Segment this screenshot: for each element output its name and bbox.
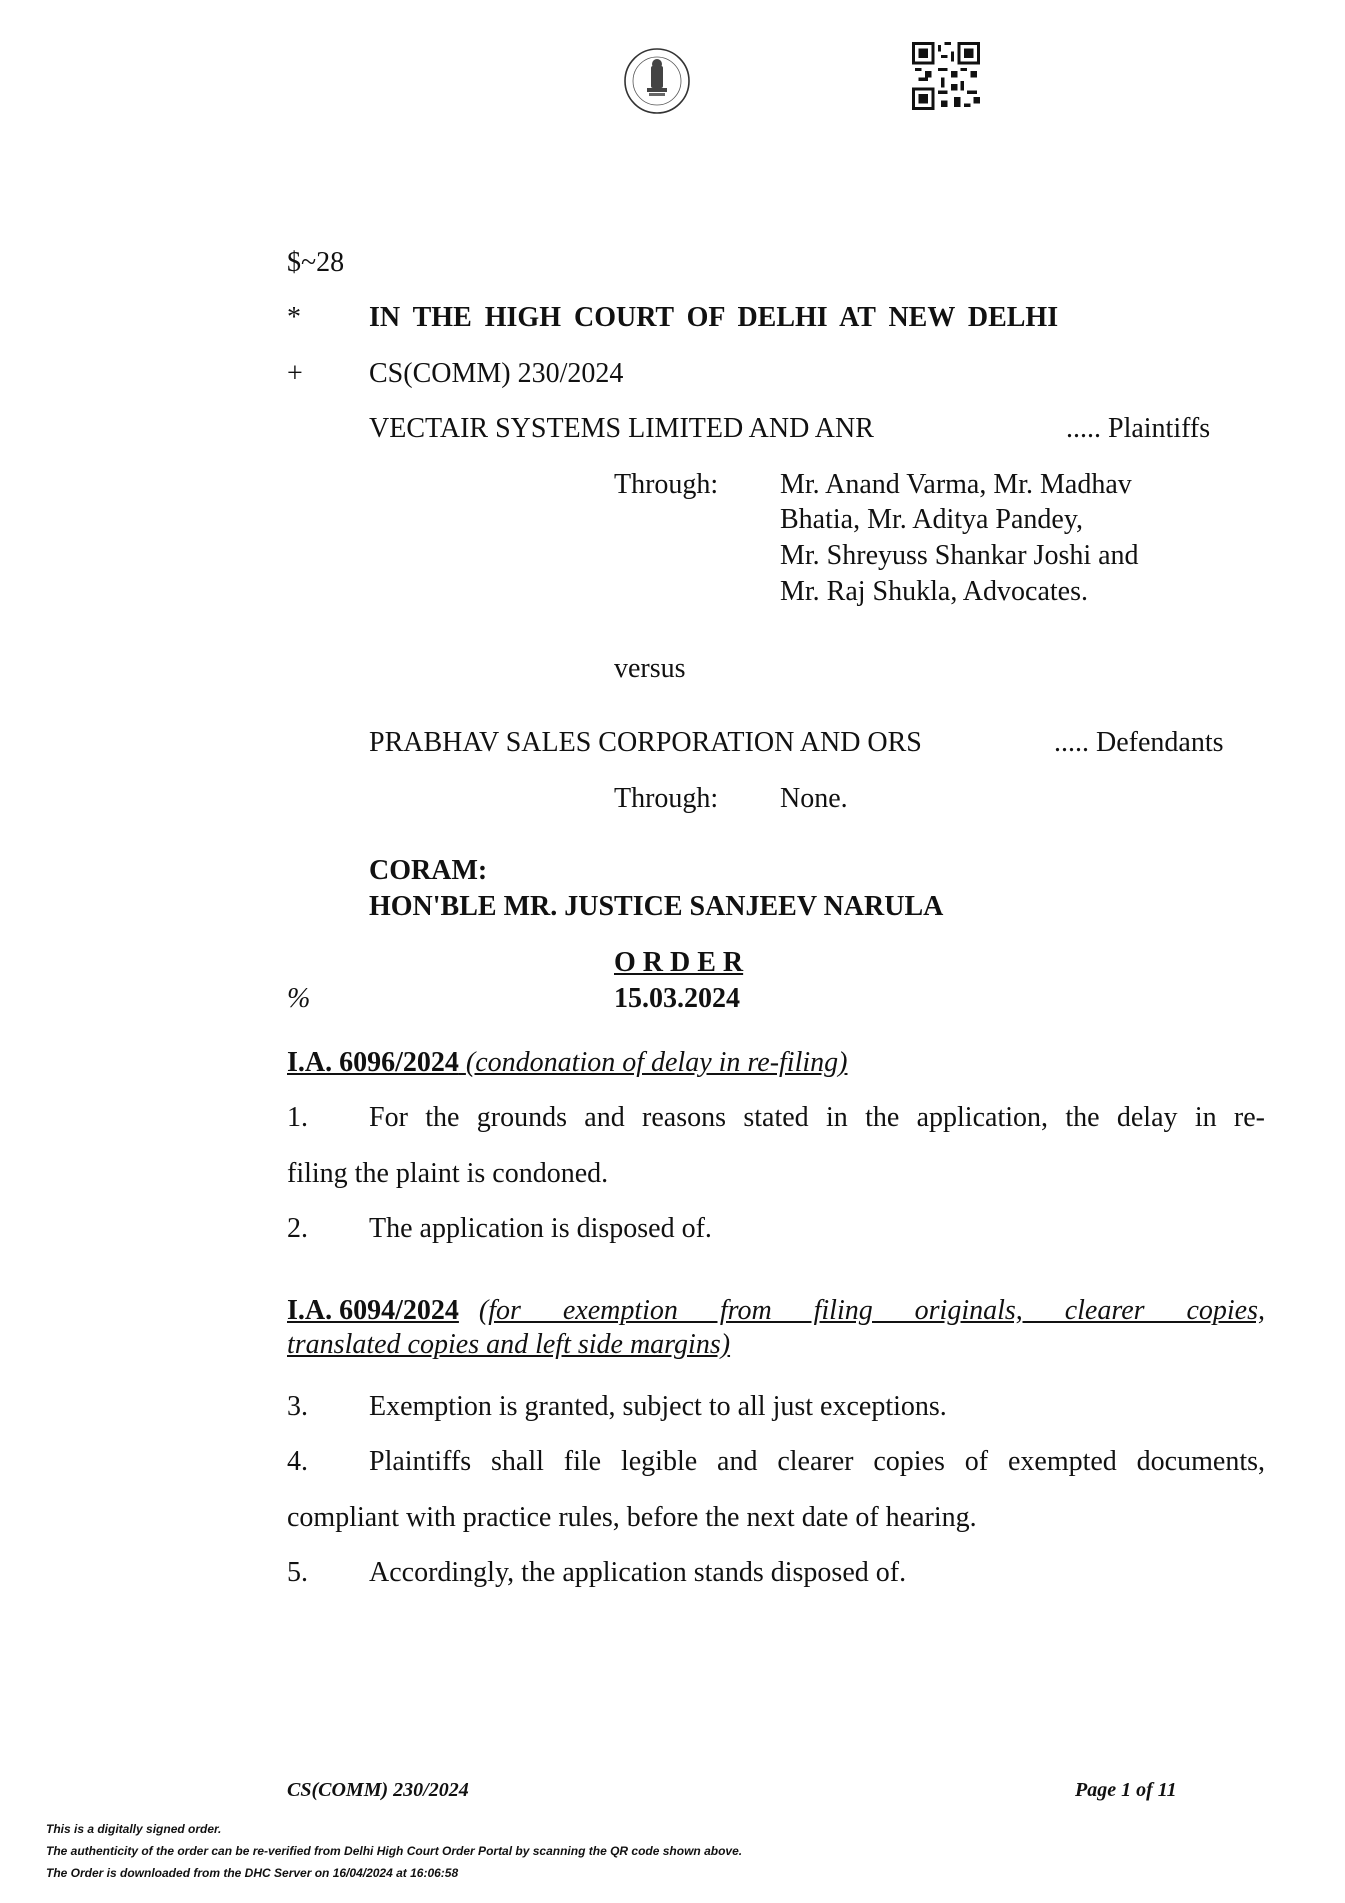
order-heading: O R D E R <box>614 947 744 978</box>
case-number: CS(COMM) 230/2024 <box>369 358 624 389</box>
ia-description: (condonation of delay in re-filing) <box>465 1047 848 1078</box>
para-5-text: Accordingly, the application stands disposed of. <box>369 1557 907 1588</box>
authenticity-note: The authenticity of the order can be re-verified from Delhi High Court Order Portal by scanning the QR code shown above. <box>46 1844 743 1858</box>
plaintiff-counsel-line: Bhatia, Mr. Aditya Pandey, <box>780 504 1084 535</box>
ia-heading-line <box>287 1294 1265 1328</box>
through-label-defendant: Through: <box>614 783 719 814</box>
para-1-line-2: filing the plaint is condoned. <box>287 1158 609 1189</box>
para-4-line-2: compliant with practice rules, before the next date of hearing. <box>287 1502 977 1533</box>
coram-label: CORAM: <box>369 855 488 886</box>
cause-list-number: $~28 <box>287 247 345 278</box>
star-marker: * <box>287 302 301 333</box>
plaintiff-counsel-line: Mr. Raj Shukla, Advocates. <box>780 576 1088 607</box>
para-number: 3. <box>287 1391 308 1422</box>
para-4-line-1: Plaintiffs shall file legible and clearer copies of exempted documents, <box>369 1446 1265 1477</box>
para-number: 1. <box>287 1102 308 1133</box>
defendant-name: PRABHAV SALES CORPORATION AND ORS <box>369 727 922 758</box>
download-note: The Order is downloaded from the DHC Server on 16/04/2024 at 16:06:58 <box>46 1866 459 1880</box>
page-number: Page 1 of 11 <box>1075 1779 1177 1801</box>
signed-note: This is a digitally signed order. <box>46 1822 222 1836</box>
plaintiff-counsel-line: Mr. Shreyuss Shankar Joshi and <box>780 540 1139 571</box>
court-emblem-icon <box>622 46 692 116</box>
ia-heading-6094 <box>287 1294 1265 1362</box>
para-2-text: The application is disposed of. <box>369 1213 712 1244</box>
para-number: 4. <box>287 1446 308 1477</box>
para-number: 2. <box>287 1213 308 1244</box>
through-label-plaintiff: Through: <box>614 469 719 500</box>
plus-marker: + <box>287 358 303 389</box>
plaintiff-name: VECTAIR SYSTEMS LIMITED AND ANR <box>369 413 874 444</box>
percent-marker: % <box>287 983 311 1014</box>
court-title: IN THE HIGH COURT OF DELHI AT NEW DELHI <box>369 302 1059 333</box>
ia-description-cont: translated copies and left side margins) <box>287 1329 731 1360</box>
ia-description: (for exemption from filing originals, clearer copies, <box>478 1295 1265 1326</box>
defendant-role: ..... Defendants <box>1054 727 1224 758</box>
para-number: 5. <box>287 1557 308 1588</box>
footer-case-ref: CS(COMM) 230/2024 <box>287 1779 469 1801</box>
ia-number: I.A. 6094/2024 <box>287 1295 459 1326</box>
ia-heading-6096 <box>287 1046 847 1080</box>
plaintiff-role: ..... Plaintiffs <box>1066 413 1211 444</box>
plaintiff-counsel-line: Mr. Anand Varma, Mr. Madhav <box>780 469 1132 500</box>
defendant-counsel: None. <box>780 783 848 814</box>
order-date: 15.03.2024 <box>614 983 740 1014</box>
para-1-line-1: For the grounds and reasons stated in the application, the delay in re- <box>369 1102 1265 1133</box>
coram-judge: HON'BLE MR. JUSTICE SANJEEV NARULA <box>369 891 944 922</box>
qr-code-icon <box>912 42 980 110</box>
versus-text: versus <box>614 653 686 684</box>
para-3-text: Exemption is granted, subject to all just exceptions. <box>369 1391 947 1422</box>
ia-number: I.A. 6096/2024 <box>287 1047 459 1078</box>
